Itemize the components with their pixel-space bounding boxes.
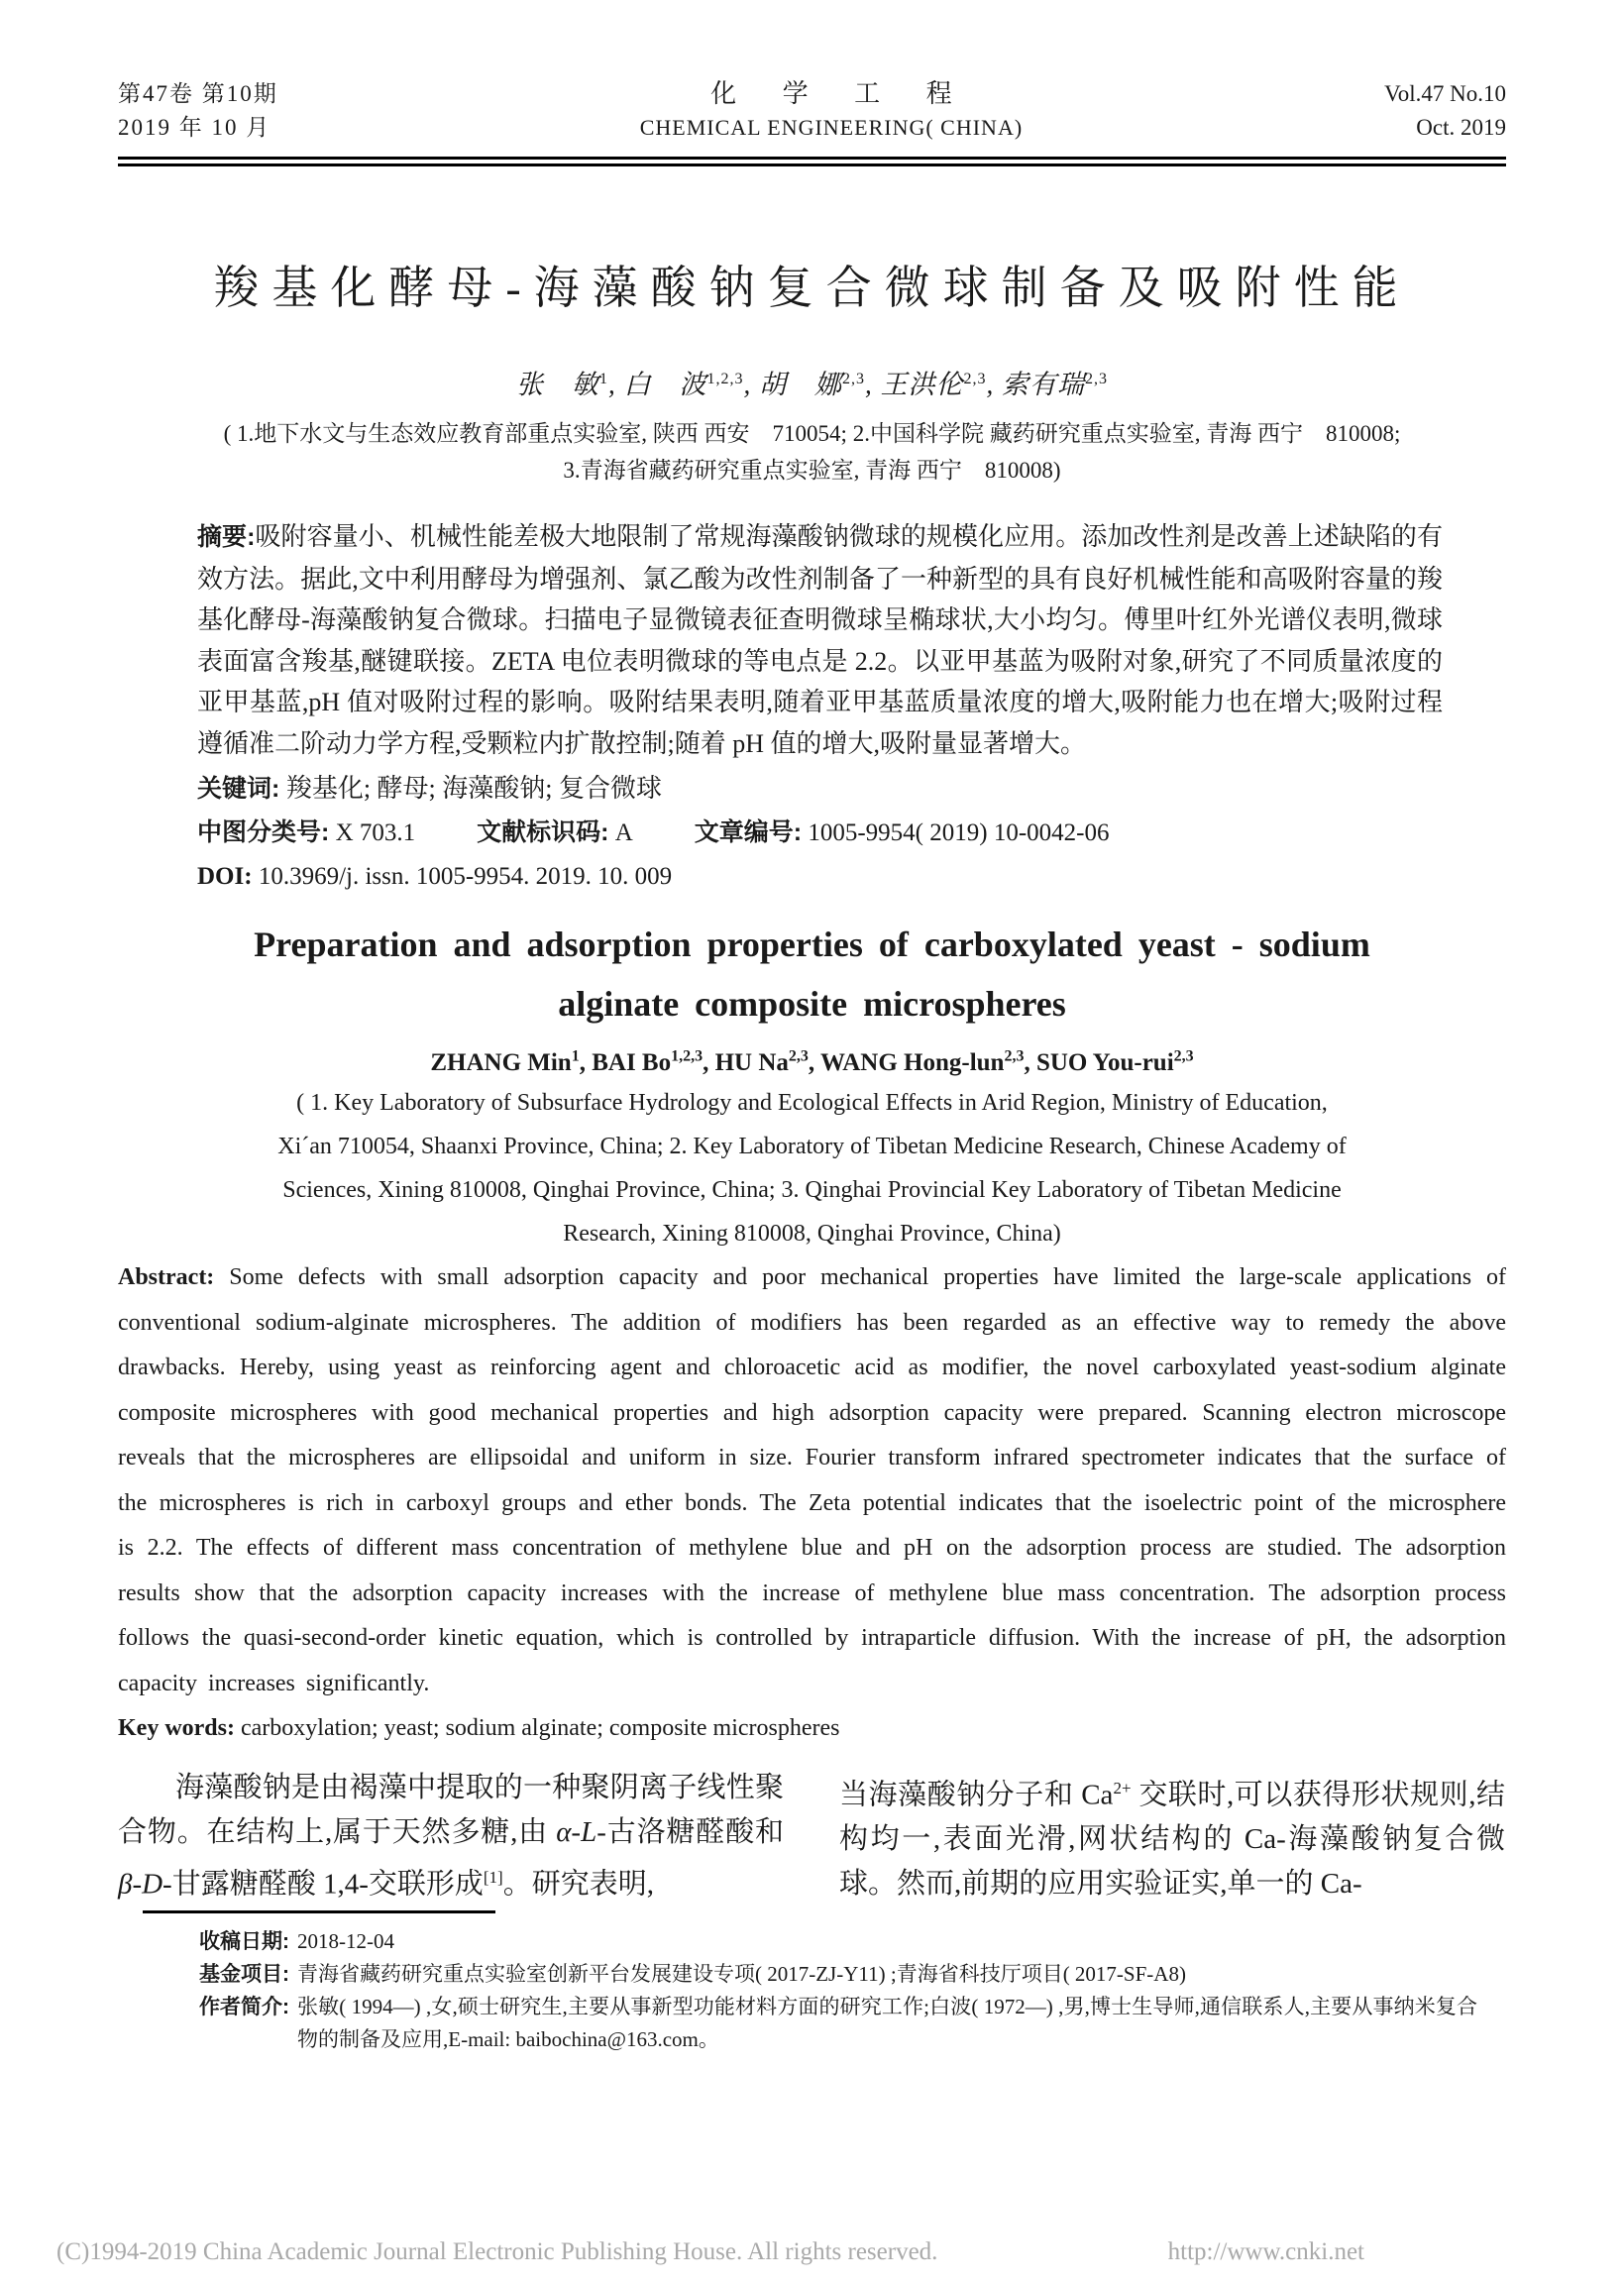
cnki-url: http://www.cnki.net bbox=[1167, 2238, 1364, 2265]
title-en-line1: Preparation and adsorption properties of carboxylated yeast - sodium bbox=[254, 925, 1370, 964]
footnote-funding bbox=[199, 1958, 1477, 1991]
article-id-item bbox=[695, 811, 1110, 855]
journal-name-zh: 化 学 工 程 bbox=[710, 79, 972, 108]
copyright-text: (C)1994-2019 China Academic Journal Electronic Publishing House. All rights reserved. bbox=[56, 2238, 938, 2265]
affiliation-en-line: Research, Xining 810008, Qinghai Province, China) bbox=[563, 1221, 1061, 1248]
abstract-en bbox=[118, 1255, 1506, 1706]
funding-label: 基金项目: bbox=[199, 1963, 289, 1987]
author-zh: 张 敏$^1$, bbox=[516, 370, 624, 399]
abstract-text-en: Some defects with small adsorption capacity and poor mechanical properties have limited the large-scale applications of conventional sodium-alginate microspheres. The addition of modifiers has been regarded as an effective way to remedy the above drawbacks. Hereby, using yeast as reinforcing agent and chloroacetic acid as modifier, the novel carboxylated yeast-sodium alginate composite microspheres with good mechanical properties and high adsorption capacity were prepared. Scanning electron microscope reveals that the microspheres are ellipsoidal and uniform in size. Fourier transform infrared spectrometer indicates that the surface of the microspheres is rich in carboxyl groups and ether bonds. The Zeta potential indicates that the isoelectric point of the microsphere is 2.2. The effects of different mass concentration of methylene blue and pH on the adsorption process are studied. The adsorption results show that the adsorption capacity increases with the increase of methylene blue mass concentration. The adsorption process follows the quasi-second-order kinetic equation, which is controlled by intraparticle diffusion. With the increase of pH, the adsorption capacity increases significantly. bbox=[118, 1264, 1506, 1696]
abstract-zh bbox=[197, 516, 1443, 764]
author-zh: 胡 娜$^{2,3}$, bbox=[759, 370, 881, 399]
affiliation-zh-line: 3.青海省藏药研究重点实验室, 青海 西宁 810008) bbox=[563, 458, 1061, 483]
footnotes bbox=[199, 1925, 1477, 2056]
article-title-en bbox=[118, 915, 1506, 1034]
author-en: HU Na$^{2,3}$, bbox=[714, 1048, 820, 1077]
header-issue-info bbox=[118, 77, 278, 145]
italic-term: β-D- bbox=[118, 1868, 172, 1901]
keywords-text-en: carboxylation; yeast; sodium alginate; composite microspheres bbox=[234, 1715, 840, 1742]
author-en: WANG Hong-lun$^{2,3}$, bbox=[819, 1048, 1036, 1077]
issue-number: 第47卷 第10期 bbox=[118, 81, 278, 106]
journal-header bbox=[118, 77, 1506, 145]
header-divider bbox=[118, 157, 1506, 166]
keywords-zh-row bbox=[197, 767, 1443, 811]
bio-text: 张敏( 1994—) ,女,硕士研究生,主要从事新型功能材料方面的研究工作;白波( 1972—) ,男,博士生导师,通信联系人,主要从事纳米复合物的制备及应用,E-mail: baibochina@163.com。 bbox=[297, 1995, 1477, 2052]
keywords-en-row bbox=[118, 1706, 1506, 1752]
footnote-divider bbox=[143, 1910, 495, 1913]
body-paragraph: 当海藻酸钠分子和 $Ca^{2+}$ 交联时,可以获得形状规则,结构均一,表面光滑,网状结构的 Ca-海藻酸钠复合微球。然而,前期的应用实验证实,单一的 Ca- bbox=[839, 1778, 1505, 1901]
article-title-zh: 羧基化酵母-海藻酸钠复合微球制备及吸附性能 bbox=[213, 263, 1411, 313]
citation-marker: [1] bbox=[483, 1867, 503, 1887]
author-en: ZHANG Min$^1$, bbox=[430, 1048, 593, 1077]
clc-value: X 703.1 bbox=[335, 819, 416, 846]
article-id-value: 1005-9954( 2019) 10-0042-06 bbox=[808, 819, 1110, 846]
affiliations-zh bbox=[118, 415, 1506, 489]
article-id-label: 文章编号: bbox=[694, 818, 803, 846]
doc-code-label: 文献标识码: bbox=[477, 818, 609, 846]
issue-date-en: Oct. 2019 bbox=[1416, 115, 1506, 140]
footnote-received bbox=[199, 1925, 1477, 1958]
doi-label: DOI: bbox=[197, 863, 253, 890]
author-zh: 王洪伦$^{2,3}$, bbox=[880, 370, 1002, 399]
volume-number: Vol.47 No.10 bbox=[1384, 81, 1506, 106]
abstract-text-zh: 吸附容量小、机械性能差极大地限制了常规海藻酸钠微球的规模化应用。添加改性剂是改善上述缺陷的有效方法。据此,文中利用酵母为增强剂、氯乙酸为改性剂制备了一种新型的具有良好机械性能和高吸附容量的羧基化酵母-海藻酸钠复合微球。扫描电子显微镜表征查明微球呈椭球状,大小均匀。傅里叶红外光谱仪表明,微球表面富含羧基,醚键联接。ZETA 电位表明微球的等电点是 2.2。以亚甲基蓝为吸附对象,研究了不同质量浓度的亚甲基蓝,pH 值对吸附过程的影响。吸附结果表明,随着亚甲基蓝质量浓度的增大,吸附能力也在增大;吸附过程遵循准二阶动力学方程,受颗粒内扩散控制;随着 pH 值的增大,吸附量显著增大。 bbox=[197, 522, 1443, 758]
received-text: 2018-12-04 bbox=[297, 1929, 394, 1954]
abstract-block-zh bbox=[118, 516, 1506, 899]
author-zh: 白 波$^{1,2,3}$, bbox=[623, 370, 759, 399]
keywords-label-en: Key words: bbox=[118, 1715, 235, 1742]
affiliation-zh-line: ( 1.地下水文与生态效应教育部重点实验室, 陕西 西安 710054; 2.中国科学院 藏药研究重点实验室, 青海 西宁 810008; bbox=[223, 421, 1401, 446]
abstract-label-en: Abstract: bbox=[118, 1264, 215, 1291]
issue-date-zh: 2019 年 10 月 bbox=[118, 115, 271, 140]
clc-label: 中图分类号: bbox=[197, 818, 330, 846]
body-right-column bbox=[839, 1766, 1505, 1907]
funding-text: 青海省藏药研究重点实验室创新平台发展建设专项( 2017-ZJ-Y11) ;青海省科技厅项目( 2017-SF-A8) bbox=[297, 1962, 1186, 1987]
title-en-line2: alginate composite microspheres bbox=[558, 984, 1066, 1024]
affiliation-en-line: ( 1. Key Laboratory of Subsurface Hydrology and Ecological Effects in Arid Region, Ministry of Education, bbox=[296, 1090, 1328, 1117]
body-left-column bbox=[118, 1766, 784, 1907]
author-en: BAI Bo$^{1,2,3}$, bbox=[592, 1048, 715, 1077]
affiliations-en bbox=[118, 1081, 1506, 1255]
header-volume-info bbox=[1384, 77, 1506, 145]
superscript-ion: 2+ bbox=[1113, 1778, 1132, 1797]
affiliation-en-line: Xi´an 710054, Shaanxi Province, China; 2. Key Laboratory of Tibetan Medicine Research, Chinese Academy of bbox=[277, 1134, 1347, 1160]
journal-name bbox=[640, 77, 1023, 145]
keywords-text-zh: 羧基化; 酵母; 海藻酸钠; 复合微球 bbox=[285, 774, 662, 803]
doc-code-value: A bbox=[614, 819, 633, 846]
affiliation-en-line: Sciences, Xining 810008, Qinghai Province, China; 3. Qinghai Provincial Key Laboratory of Tibetan Medicine bbox=[282, 1177, 1342, 1204]
authors-zh bbox=[118, 363, 1506, 401]
abstract-label-zh: 摘要: bbox=[197, 523, 256, 551]
received-label: 收稿日期: bbox=[199, 1930, 289, 1954]
journal-name-en: CHEMICAL ENGINEERING( CHINA) bbox=[639, 115, 1024, 140]
body-paragraph: 海藻酸钠是由褐藻中提取的一种聚阴离子线性聚合物。在结构上,属于天然多糖,由 α-L-古洛糖醛酸和 β-D-甘露糖醛酸 1,4-交联形成[1]。研究表明, bbox=[118, 1771, 784, 1901]
footnote-bio bbox=[199, 1991, 1477, 2056]
body-columns bbox=[118, 1766, 1506, 1907]
doi-value: 10.3969/j. issn. 1005-9954. 2019. 10. 009 bbox=[258, 863, 673, 890]
clc-item bbox=[197, 811, 415, 855]
bio-label: 作者简介: bbox=[199, 1996, 289, 2019]
author-en: SUO You-rui$^{2,3}$ bbox=[1035, 1048, 1194, 1077]
author-zh: 索有瑞$^{2,3}$ bbox=[1002, 370, 1108, 399]
doc-code-item bbox=[477, 811, 633, 855]
doi-row bbox=[197, 855, 1443, 899]
italic-term: α-L- bbox=[556, 1815, 606, 1848]
copyright-footer bbox=[56, 2238, 1364, 2266]
authors-en bbox=[118, 1039, 1506, 1081]
classification-row bbox=[197, 811, 1443, 855]
keywords-label-zh: 关键词: bbox=[197, 775, 280, 803]
